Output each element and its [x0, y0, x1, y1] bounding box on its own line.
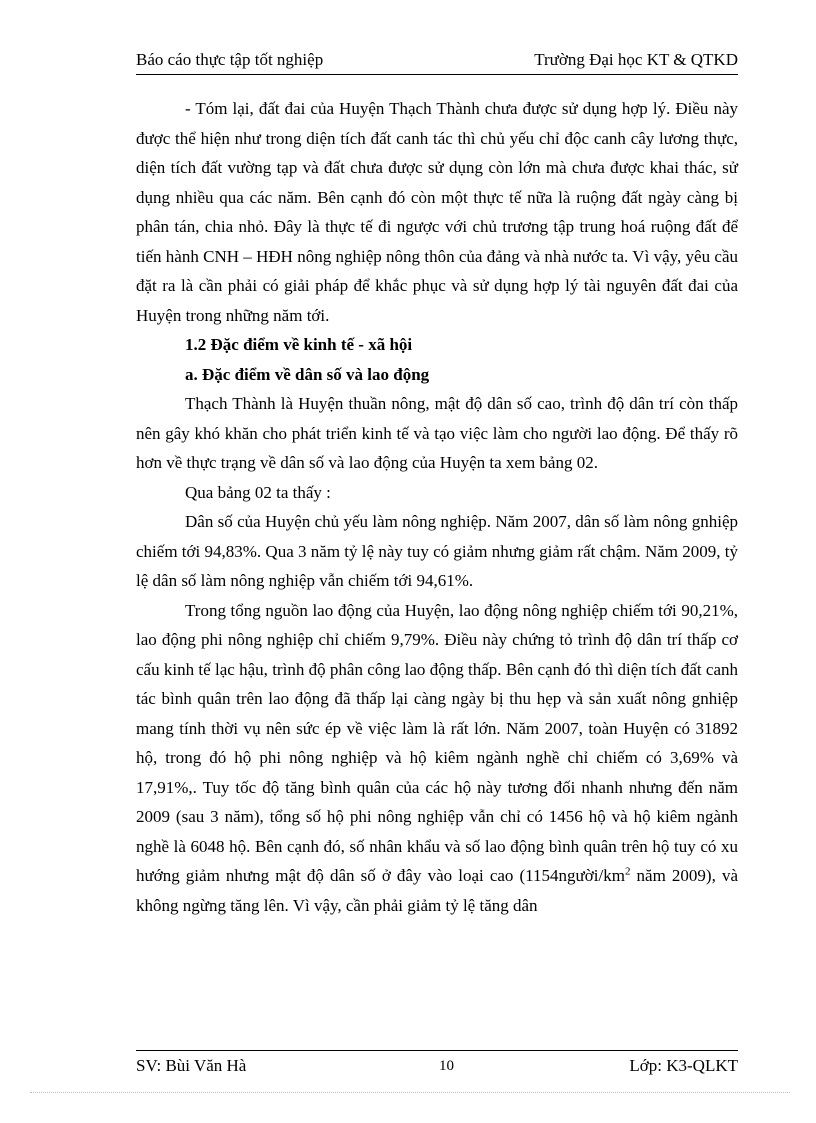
header-university: Trường Đại học KT & QTKD	[534, 50, 738, 69]
page-body	[136, 94, 738, 920]
page-number: 10	[439, 1058, 454, 1074]
page-header	[136, 50, 738, 75]
section-heading: 1.2 Đặc điểm về kinh tế - xã hội	[185, 335, 413, 354]
paragraph-population-intro: Thạch Thành là Huyện thuần nông, mật độ dân số cao, trình độ dân trí còn thấp nên gây khó khăn cho phát triển kinh tế và tạo việc làm cho người lao động. Để thấy rõ hơn về thực trạng về dân số và lao động của Huyện ta xem bảng 02.	[136, 394, 738, 472]
footer-divider	[136, 1050, 738, 1051]
subsection-heading: a. Đặc điểm về dân số và lao động	[185, 364, 430, 384]
header-report-title: Báo cáo thực tập tốt nghiệp	[136, 50, 324, 69]
paragraph-summary: - Tóm lại, đất đai của Huyện Thạch Thành chưa được sử dụng hợp lý. Điều này được thể hiện như trong diện tích đất canh tác thì chủ yếu chỉ độc canh cây lương thực, diện tích đất vường tạp và đất chưa được sử dụng còn lớn mà chưa được khai thác, sử dụng nhiều qua các năm. Bên cạnh đó còn một thực tế nữa là ruộng đất ngày càng bị phân tán, chia nhỏ. Đây là thực tế đi ngược với chủ trương tập trung hoá ruộng đất để tiến hành CNH – HĐH nông nghiệp nông thôn của đảng và nhà nước ta. Vì vậy, yêu cầu đặt ra là cần phải có giải pháp để khắc phục và sử dụng hợp lý tài nguyên đất đai của Huyện trong những năm tới.	[136, 99, 738, 325]
footer-class: Lớp: K3-QLKT	[629, 1056, 738, 1075]
paragraph-population-share: Dân số của Huyện chủ yếu làm nông nghiệp. Năm 2007, dân số làm nông gnhiệp chiếm tới 94,83%. Qua 3 năm tỷ lệ này tuy có giảm nhưng giảm rất chậm. Năm 2009, tỷ lệ dân số làm nông nghiệp vẫn chiếm tới 94,61%.	[136, 512, 738, 590]
footer-student: SV: Bùi Văn Hà	[136, 1056, 247, 1075]
paragraph-labor-text: Trong tổng nguồn lao động của Huyện, lao động nông nghiệp chiếm tới 90,21%, lao động phi nông nghiệp chỉ chiếm 9,79%. Điều này chứng tỏ trình độ dân trí thấp cơ cấu kinh tế lạc hậu, trình độ phân công lao động thấp. Bên cạnh đó thì diện tích đất canh tác bình quân trên lao động đã thấp lại càng ngày bị thu hẹp và sản xuất nông gnhiệp mang tính thời vụ nên sức ép về việc làm là rất lớn. Năm 2007, toàn Huyện có 31892 hộ, trong đó hộ phi nông nghiệp và hộ kiêm ngành nghề chỉ chiếm có 3,69% và 17,91%,. Tuy tốc độ tăng bình quân của các hộ này tương đối nhanh nhưng đến năm 2009 (sau 3 năm), tổng số hộ phi nông nghiệp vẫn chỉ có 1456 hộ và hộ kiêm ngành nghề là 6048 hộ. Bên cạnh đó, số nhân khẩu và số lao động bình quân trên hộ tuy có xu hướng giảm nhưng mật độ dân số ở đây vào loại cao (1154người/km	[136, 600, 738, 885]
superscript-two: 2	[624, 865, 631, 878]
paragraph-table-ref: Qua bảng 02 ta thấy :	[185, 482, 331, 502]
page-footer	[136, 1056, 738, 1078]
paragraph-labor	[136, 596, 738, 921]
page-edge-divider	[30, 1092, 790, 1093]
paragraph-labor-end: năm 2009), và không ngừng tăng lên. Vì vậy, cần phải giảm tỷ lệ tăng dân	[136, 866, 738, 915]
